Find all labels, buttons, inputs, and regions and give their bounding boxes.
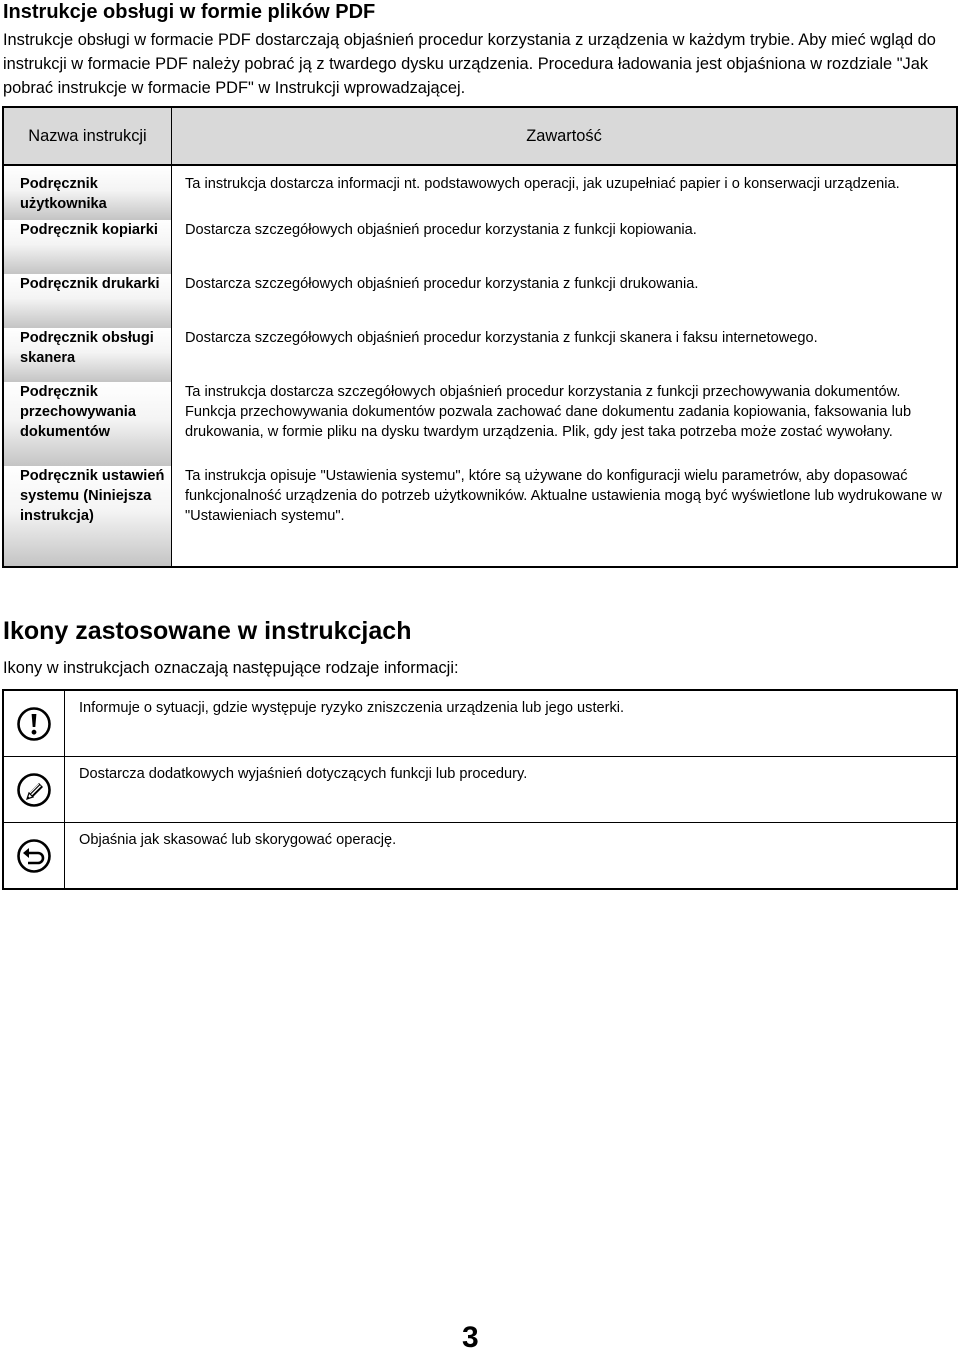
section-intro-icons: Ikony w instrukcjach oznaczają następujące rodzaje informacji: xyxy=(3,659,459,677)
manual-name: Podręcznik ustawień systemu (Niniejsza instrukcja) xyxy=(3,466,172,567)
section-title-icons: Ikony zastosowane w instrukcjach xyxy=(3,617,412,645)
manual-content: Dostarcza szczegółowych objaśnień procedur korzystania z funkcji drukowania. xyxy=(185,276,699,292)
manuals-table-header-row xyxy=(3,107,957,165)
manual-name: Podręcznik użytkownika xyxy=(3,165,172,220)
manual-content: Dostarcza szczegółowych objaśnień procedur korzystania z funkcji skanera i faksu internetowego. xyxy=(185,330,818,346)
section-intro-pdf-manuals: Instrukcje obsługi w formacie PDF dostarczają objaśnień procedur korzystania z urządzenia w każdym trybie. Aby mieć wgląd do instrukcji w formacie PDF należy pobrać ją z twardego dysku urządzenia. Procedura ładowania jest objaśniona w rozdziale "Jak pobrać instrukcje w formacie PDF" w Instrukcji wprowadzającej. xyxy=(3,31,936,97)
manual-name: Podręcznik przechowywania dokumentów xyxy=(3,382,172,466)
section-title-pdf-manuals: Instrukcje obsługi w formie plików PDF xyxy=(3,1,376,23)
icons-table xyxy=(2,689,958,890)
manual-name: Podręcznik obsługi skanera xyxy=(3,328,172,382)
pencil-note-icon xyxy=(16,772,52,808)
manual-name: Podręcznik kopiarki xyxy=(3,220,172,274)
column-header-content: Zawartość xyxy=(172,107,958,165)
manual-content: Dostarcza szczegółowych objaśnień procedur korzystania z funkcji kopiowania. xyxy=(185,222,697,238)
manual-content: Ta instrukcja dostarcza szczegółowych objaśnień procedur korzystania z funkcji przechowywania dokumentów. Funkcja przechowywania dokumentów pozwala zachować dane dokumentu zadania kopiowania, faksowania lub drukowania, w formie pliku na dysku twardym urządzenia. Plik, gdy jest taka potrzeba może zostać wywołany. xyxy=(185,384,912,440)
manual-content: Ta instrukcja dostarcza informacji nt. podstawowych operacji, jak uzupełniać papier i o konserwacji urządzenia. xyxy=(185,176,900,192)
table-row xyxy=(3,165,957,220)
table-row xyxy=(3,690,957,757)
warning-icon xyxy=(16,706,52,742)
table-row xyxy=(3,274,957,328)
table-row xyxy=(3,220,957,274)
table-row xyxy=(3,823,957,890)
page-number: 3 xyxy=(462,1321,479,1354)
icon-description: Dostarcza dodatkowych wyjaśnień dotyczących funkcji lub procedury. xyxy=(65,757,958,823)
icon-description: Objaśnia jak skasować lub skorygować operację. xyxy=(65,823,958,890)
table-row xyxy=(3,757,957,823)
manuals-table xyxy=(2,106,958,568)
undo-arrow-icon xyxy=(16,838,52,874)
manual-content: Ta instrukcja opisuje "Ustawienia systemu", które są używane do konfiguracji wielu parametrów, aby dopasować funkcjonalność urządzenia do potrzeb użytkowników. Aktualne ustawienia mogą być wyświetlone lub wydrukowane w "Ustawieniach systemu". xyxy=(185,468,942,524)
column-header-name: Nazwa instrukcji xyxy=(3,107,172,165)
icon-description: Informuje o sytuacji, gdzie występuje ryzyko zniszczenia urządzenia lub jego usterki. xyxy=(65,690,958,757)
table-row xyxy=(3,466,957,567)
table-row xyxy=(3,328,957,382)
manual-name: Podręcznik drukarki xyxy=(3,274,172,328)
table-row xyxy=(3,382,957,466)
